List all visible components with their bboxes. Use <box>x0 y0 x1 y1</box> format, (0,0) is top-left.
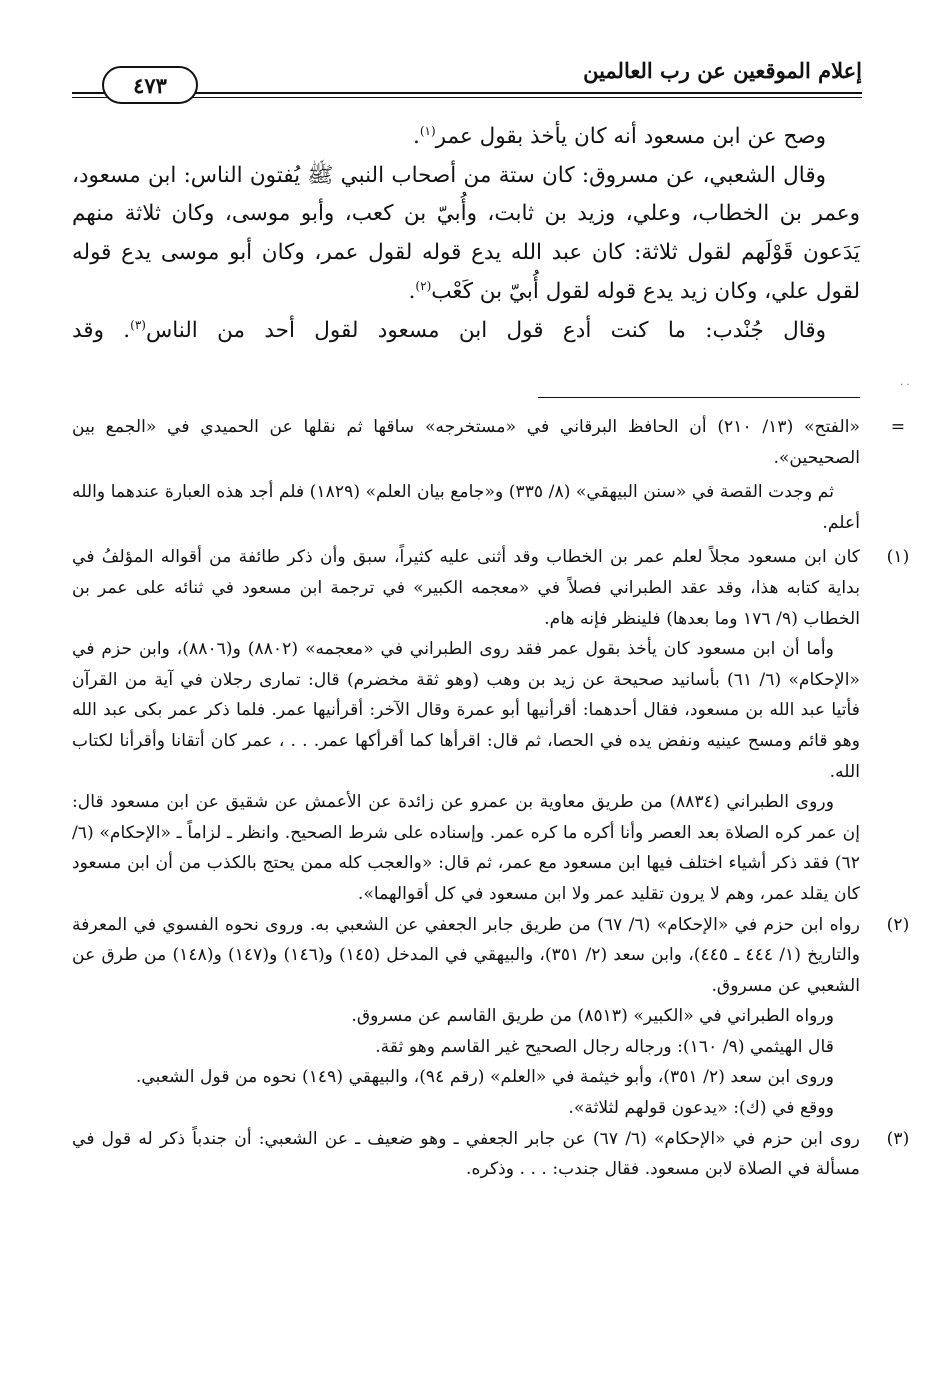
footnote-paragraph: قال الهيثمي (٩/ ١٦٠): ورجاله رجال الصحيح غير القاسم وهو ثقة. <box>375 1036 834 1057</box>
main-text <box>72 118 860 350</box>
footnote-paragraph: كان ابن مسعود مجلاً لعلم عمر بن الخطاب وقد أثنى عليه كثيراً، سبق وأن ذكر طائفة من أقواله المؤلفُ في بداية كتابه هذا، وقد عقد الطبراني فصلاً في «معجمه الكبير» في ترجمة ابن مسعود في ثنائه على عمر بن الخطاب (٩/ ١٧٦ وما بعدها) فلينظر فإنه هام. <box>72 547 860 629</box>
main-paragraph <box>72 312 860 351</box>
footnote-continuation <box>72 412 906 538</box>
footnote-paragraph: ووقع في (ك): «يدعون قولهم لثلاثة». <box>568 1098 834 1119</box>
footnote-mark: (١) <box>886 547 910 568</box>
main-paragraph <box>72 157 860 312</box>
footnotes <box>72 412 910 1185</box>
page-number: ٤٧٣ <box>102 66 198 104</box>
footnote-mark: (٣) <box>886 1128 910 1149</box>
footnote-paragraph: وروى الطبراني (٨٨٣٤) من طريق معاوية بن عمرو عن زائدة عن الأعمش عن شقيق عن ابن مسعود قال: إن عمر كره الصلاة بعد العصر وأنا أكره ما كره عمر. وإسناده على شرط الصحيح. وانظر ـ لزاماً ـ «الإحكام» (٦/ ٦٢) فقد ذكر أشياء اختلف فيها ابن مسعود مع عمر، ثم قال: «والعجب كله ممن يحتج بالكذب من أن ابن مسعود كان يقلد عمر، وهم لا يرون تقليد عمر ولا ابن مسعود في كل أقوالهما». <box>72 792 860 904</box>
footnote-ref: (١) <box>419 123 436 138</box>
main-paragraph-text: وصح عن ابن مسعود أنه كان يأخذ بقول عمر <box>435 124 826 149</box>
main-paragraph <box>72 118 860 157</box>
punctuation: . <box>412 124 420 149</box>
footnote-mark: = <box>890 417 906 437</box>
footnote-divider <box>538 397 860 398</box>
footnote-2 <box>72 910 910 1124</box>
footnote-1 <box>72 542 910 909</box>
footnote-paragraph: وروى ابن سعد (٢/ ٣٥١)، وأبو خيثمة في «العلم» (رقم ٩٤)، والبيهقي (١٤٩) نحوه من قول الشعبي. <box>135 1067 834 1088</box>
footnote-ref: (٣) <box>130 317 146 332</box>
footnote-paragraph: ثم وجدت القصة في «سنن البيهقي» (٨/ ٣٣٥) و«جامع بيان العلم» (١٨٢٩) فلم أجد هذه العبارة عندهما والله أعلم. <box>72 482 860 533</box>
footnote-paragraph: «الفتح» (١٣/ ٢١٠) أن الحافظ البرقاني في «مستخرجه» ساقها ثم نقلها عن الحميدي في «الجمع بين الصحيحين». <box>72 417 860 468</box>
page-header <box>72 52 862 98</box>
footnote-paragraph: وأما أن ابن مسعود كان يأخذ بقول عمر فقد روى الطبراني في «معجمه» (٨٨٠٢) و(٨٨٠٦)، وابن حزم في «الإحكام» (٦/ ٦١) بأسانيد صحيحة عن زيد بن وهب (وهو ثقة مخضرم) قال: تمارى رجلان في آية من القرآن فأتيا عبد الله بن مسعود، فقال أحدهما: أقرأنيها أبو عمرة وقال الآخر: أقرأنيها عمر. فلما ذكر عمر بكى عبد الله وهو قائم ومسح عينيه ونفض يده في الحصا، ثم قال: اقرأها كما أقرأكها عمر. . . ، عمر كان أتقانا وأقرأنا لكتاب الله. <box>72 639 860 782</box>
footnote-paragraph: رواه ابن حزم في «الإحكام» (٦/ ٦٧) من طريق جابر الجعفي عن الشعبي به. وروى نحوه الفسوي في المعرفة والتاريخ (١/ ٤٤٤ ـ ٤٤٥)، وابن سعد (٢/ ٣٥١)، والبيهقي في المدخل (١٤٥) و(١٤٦) و(١٤٧) و(١٤٨) من طرق عن الشعبي عن مسروق. <box>72 914 860 996</box>
punctuation: . <box>408 278 416 304</box>
footnote-paragraph: روى ابن حزم في «الإحكام» (٦/ ٦٧) عن جابر الجعفي ـ وهو ضعيف ـ عن الشعبي: أن جندباً ذكر له قول في مسألة في الصلاة لابن مسعود. فقال جندب: . . . وذكره. <box>72 1128 860 1180</box>
footnote-3 <box>72 1124 910 1185</box>
main-paragraph-text: . وقد <box>72 317 131 343</box>
footnote-paragraph: ورواه الطبراني في «الكبير» (٨٥١٣) من طريق القاسم عن مسروق. <box>351 1006 834 1027</box>
main-paragraph-text: وقال جُنْدب: ما كنت أدع قول ابن مسعود لقول أحد من الناس <box>145 317 826 343</box>
main-paragraph-text: وقال الشعبي، عن مسروق: كان ستة من أصحاب النبي ﷺ يُفتون الناس: ابن مسعود، وعمر بن الخطاب، وعلي، وزيد بن ثابت، وأُبيّ بن كعب، وأبو موسى، وكان ثلاثة منهم يَدَعون قَوْلَهم لقول ثلاثة: كان عبد الله يدع قوله لقول عمر، وكان أبو موسى يدع قوله لقول علي، وكان زيد يدع قوله لقول أُبيّ بن كَعْب <box>72 162 860 304</box>
footnote-mark: (٢) <box>886 914 910 935</box>
footnote-ref: (٢) <box>415 278 432 293</box>
scan-mark: · · <box>900 380 910 391</box>
running-title: إعلام الموقعين عن رب العالمين <box>583 58 862 83</box>
